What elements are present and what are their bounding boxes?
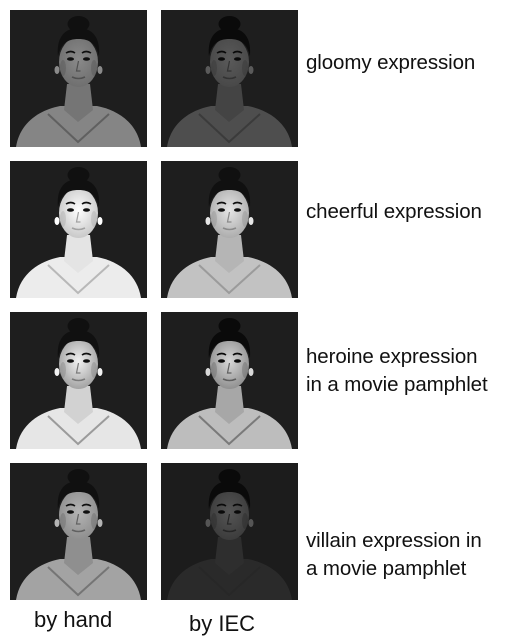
face-by-iec-villain [161, 463, 298, 600]
face-by-iec-heroine [161, 312, 298, 449]
portrait-illustration [161, 161, 298, 298]
face-by-hand-cheerful [10, 161, 147, 298]
right-eye [83, 359, 90, 363]
portrait-illustration [161, 312, 298, 449]
left-eye [218, 510, 225, 514]
left-cheek-shadow [211, 211, 217, 227]
face-by-hand-gloomy [10, 10, 147, 147]
column-label-by-iec: by IEC [189, 611, 256, 636]
portrait-illustration [10, 312, 147, 449]
row-label-line: heroine expression [306, 345, 478, 368]
right-eye [83, 208, 90, 212]
portrait-illustration [10, 463, 147, 600]
portrait-illustration [10, 10, 147, 147]
left-earring [55, 368, 60, 376]
left-earring [206, 217, 211, 225]
right-cheek-shadow [91, 211, 97, 227]
row-label-line: villain expression in [306, 529, 482, 552]
left-earring [206, 66, 211, 74]
face-by-iec-gloomy [161, 10, 298, 147]
row-label-line: a movie pamphlet [306, 557, 467, 580]
right-eye [83, 57, 90, 61]
row-label-heroine [306, 343, 488, 399]
right-eye [234, 359, 241, 363]
left-earring [55, 217, 60, 225]
left-cheek-shadow [60, 60, 66, 76]
right-eye [83, 510, 90, 514]
right-earring [249, 368, 254, 376]
left-eye [218, 208, 225, 212]
right-eye [234, 510, 241, 514]
row-label-gloomy [306, 49, 475, 77]
left-cheek-shadow [211, 60, 217, 76]
left-eye [67, 510, 74, 514]
left-earring [206, 368, 211, 376]
right-earring [249, 519, 254, 527]
left-cheek-shadow [211, 513, 217, 529]
right-eye [234, 208, 241, 212]
right-cheek-shadow [91, 362, 97, 378]
left-eye [67, 359, 74, 363]
left-earring [55, 66, 60, 74]
left-eye [67, 57, 74, 61]
face-by-iec-cheerful [161, 161, 298, 298]
left-eye [218, 57, 225, 61]
portrait-illustration [161, 463, 298, 600]
right-earring [98, 368, 103, 376]
row-label-line: gloomy expression [306, 51, 476, 74]
left-earring [206, 519, 211, 527]
left-cheek-shadow [211, 362, 217, 378]
left-cheek-shadow [60, 362, 66, 378]
right-earring [249, 217, 254, 225]
column-label-by-hand: by hand [34, 607, 113, 632]
right-earring [249, 66, 254, 74]
left-cheek-shadow [60, 211, 66, 227]
left-cheek-shadow [60, 513, 66, 529]
row-label-villain [306, 527, 482, 583]
left-eye [218, 359, 225, 363]
right-cheek-shadow [91, 60, 97, 76]
right-eye [234, 57, 241, 61]
row-label-line: in a movie pamphlet [306, 373, 488, 396]
right-earring [98, 519, 103, 527]
row-label-cheerful [306, 198, 482, 226]
right-earring [98, 66, 103, 74]
left-eye [67, 208, 74, 212]
right-cheek-shadow [91, 513, 97, 529]
face-by-hand-heroine [10, 312, 147, 449]
right-cheek-shadow [242, 60, 248, 76]
portrait-illustration [161, 10, 298, 147]
row-label-line: cheerful expression [306, 200, 482, 223]
left-earring [55, 519, 60, 527]
right-cheek-shadow [242, 513, 248, 529]
right-cheek-shadow [242, 362, 248, 378]
face-by-hand-villain [10, 463, 147, 600]
right-cheek-shadow [242, 211, 248, 227]
right-earring [98, 217, 103, 225]
portrait-illustration [10, 161, 147, 298]
